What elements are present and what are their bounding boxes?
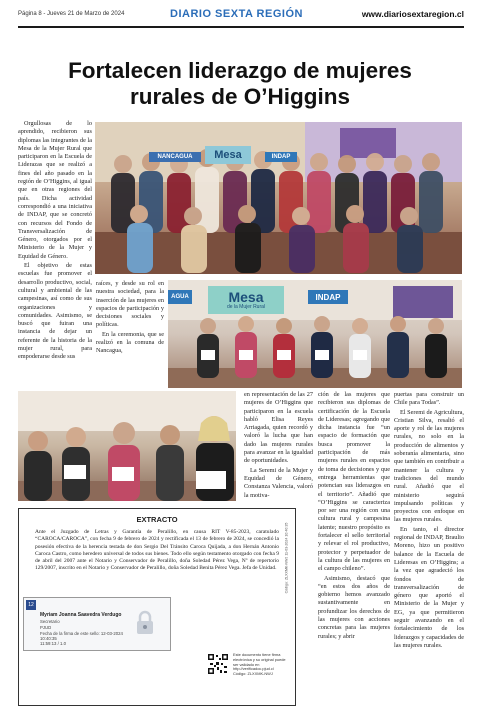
col5-paragraph-2: El Seremi de Agricultura, Cristian Silva, resaltó el aporte y rol de las mujeres rurales, no solo en la producción de alimentos y soberanía alimentaria, sino que también en contribuir a mantener la cultura y tradiciones del mundo rural. Añadió que el ministerio seguirá impulsando políticas y proyectos con enfoque en las mujeres rurales. — [394, 408, 464, 524]
verification-text — [233, 653, 291, 677]
banner-nancagua: NANCAGUA — [149, 152, 201, 162]
banner-mesa-subtitle: de la Mujer Rural — [226, 304, 266, 310]
banner-indap-2: INDAP — [308, 290, 348, 304]
banner-mesa-title: Mesa — [228, 289, 264, 305]
electronic-signature-box — [23, 597, 171, 651]
qr-code-icon[interactable] — [207, 653, 229, 675]
signer-org: PJUD — [40, 625, 52, 630]
headline-line-1: Fortalecen liderazgo de mujeres — [68, 58, 412, 83]
signature-time: 11:59:13 / 1.0 — [40, 641, 66, 646]
col5-paragraph-1: puertas para construir un Chile para Todas”. — [394, 391, 464, 407]
vertical-code-strip — [284, 500, 311, 620]
extracto-body: Ante el Juzgado de Letras y Garantía de Peralillo, en causa RIT V-85-2023, caratulado “CAROCA/CAROCA”, con fecha 9 de febrero de 2024 y rectificada el 13 de febrero de 2024, se concedió la posesión efectiva de la herencia testada de don Sergio Del Tránsito Caroca Quijada, a don Hernán Antonio Caroca Castro, como heredero universal de todos sus bienes. Todo ello según testamento otorgado con fecha 9 de abril del 2007 ante el Notario y Conservador de Peralillo, doña Soledad Pérez Vega, Nº de repertorio 129/2007, inscrito en el Notario y Conservador de Peralillo, doña Soledad Benita Pérez Vega. Jefa de Unidad. — [35, 529, 279, 572]
banner-agua: AGUA — [168, 290, 192, 304]
col3-paragraph-2: La Seremi de la Mujer y Equidad de Género, Constanza Valencia, valoró la motiva- — [244, 466, 313, 499]
group-photo-diplomas — [168, 280, 462, 388]
col4-paragraph-1: ción de las mujeres que recibieron sus diplomas de certificación de la Escuela de Lideresas; agregando que dicha instancia fue “un espacio de formación que busca promover la participación de más mujeres rurales en espacios de toma de decisiones y que entrega herramientas que potencian sus liderazgos en el territorio”. Añadió que “O’Higgins se caracteriza por ser una región con una cultura rural y campesina latente; nuestro propósito es fortalecer el sello territorial y relevar el rol productivo, protector y perpetuador de la cultura de las mujeres en el campo chileno”. — [318, 391, 390, 573]
col5-paragraph-3: En tanto, el director regional de INDAP, Braulio Moreno, hizo un positivo balance de la Escuela de Lideresas en O’Higgins; a la vez que agradeció los fondos de transversalización de género que aportó el Ministerio de la Mujer y EG, ya que permitieron seguir avanzando en el fortalecimiento de los liderazgos y capacidades de las mujeres rurales. — [394, 525, 464, 649]
verification-note: Este documento tiene firma electrónica y su original puede ser validado en http://verificadoc.pjud.cl — [233, 652, 286, 672]
banner-indap: INDAP — [265, 152, 297, 162]
article-column-4 — [318, 391, 390, 642]
lock-icon — [134, 610, 156, 636]
section-title: DIARIO SEXTA REGIÓN — [170, 8, 303, 20]
headline-line-2: rurales de O’Higgins — [129, 84, 351, 109]
col4-paragraph-2: Asimismo, destacó que “en estos dos años de gobierno hemos avanzado sustantivamente en profundizar los derechos de las mujeres con acciones concretas para las mujeres rurales; y abrir — [318, 574, 390, 640]
col2-paragraph-1: raíces, y desde su rol en nuestra sociedad, para la inserción de las mujeres en espacios de participación y decisiones sociales y políticas. — [96, 280, 164, 329]
article-column-1 — [18, 120, 92, 363]
group-photo-graphic — [95, 122, 462, 274]
col1-paragraph-2: El objetivo de estas escuelas fue promover el desarrollo productivo, social, cultural y ambiental de las campesinas, así como de sus organizaciones y comunidades. Asimismo, se buscó que fuiran una instancia de dejar un referente de la historia de la mujer rural, para empoderarse desde sus — [18, 262, 92, 361]
extracto-title: EXTRACTO — [136, 515, 178, 524]
col2-paragraph-2: En la ceremonia, que se realizó en la comuna de Nancagua, — [96, 330, 164, 355]
page-header — [18, 6, 464, 28]
col3-paragraph-1: en representación de las 27 mujeres de O’Higgins que participaron en la escuela habló Elisa Reyes Arriagada, quien recordó y valoró la lucha que han dado las mujeres rurales para avanzar en la igualdad de oportunidades. — [244, 391, 313, 465]
signature-number: 12 — [26, 600, 36, 610]
signature-date-line: Fecha de la firma de este sello: 12-03-2024 10:40:35 — [40, 631, 123, 641]
signer-role: Secretario — [40, 619, 60, 624]
col1-paragraph-1: Orgullosas de lo aprendido, recibieron sus diplomas las integrantes de la Mesa de la Mujer Rural que participaron en la Escuela de Liderazas que se realizó a fines del año pasado en la región de O’Higgins, al igual que en otras regiones del país. Dicha actividad correspondió a una iniciativa de INDAP, que se concretó con recursos del Fondo de Transversalización de Género, otorgados por el Ministerio de la Mujer y Equidad de Género. — [18, 120, 92, 260]
vertical-code-text: Código: ZLXXMK-NWJ 11-03-2024 10:40:35 — [284, 522, 289, 594]
legal-notice-extracto — [18, 508, 296, 706]
article-column-2 — [96, 280, 164, 357]
banner-mesa: Mesa — [205, 146, 251, 164]
article-column-3 — [244, 391, 313, 501]
women-with-diplomas-photo — [18, 391, 236, 501]
women-photo-graphic — [18, 391, 236, 501]
banner-mesa-mujer-rural — [208, 286, 284, 314]
article-headline — [20, 58, 460, 110]
signer-name: Myriam Joanna Saavedra Verdugo — [40, 612, 122, 618]
group-photo-main — [95, 122, 462, 274]
verification-code: Código: ZLXXMK-NWJ — [233, 671, 273, 677]
website-link[interactable]: www.diariosextaregion.cl — [361, 9, 464, 19]
article-column-5 — [394, 391, 464, 651]
page-info: Página 8 - Jueves 21 de Marzo de 2024 — [18, 11, 125, 17]
